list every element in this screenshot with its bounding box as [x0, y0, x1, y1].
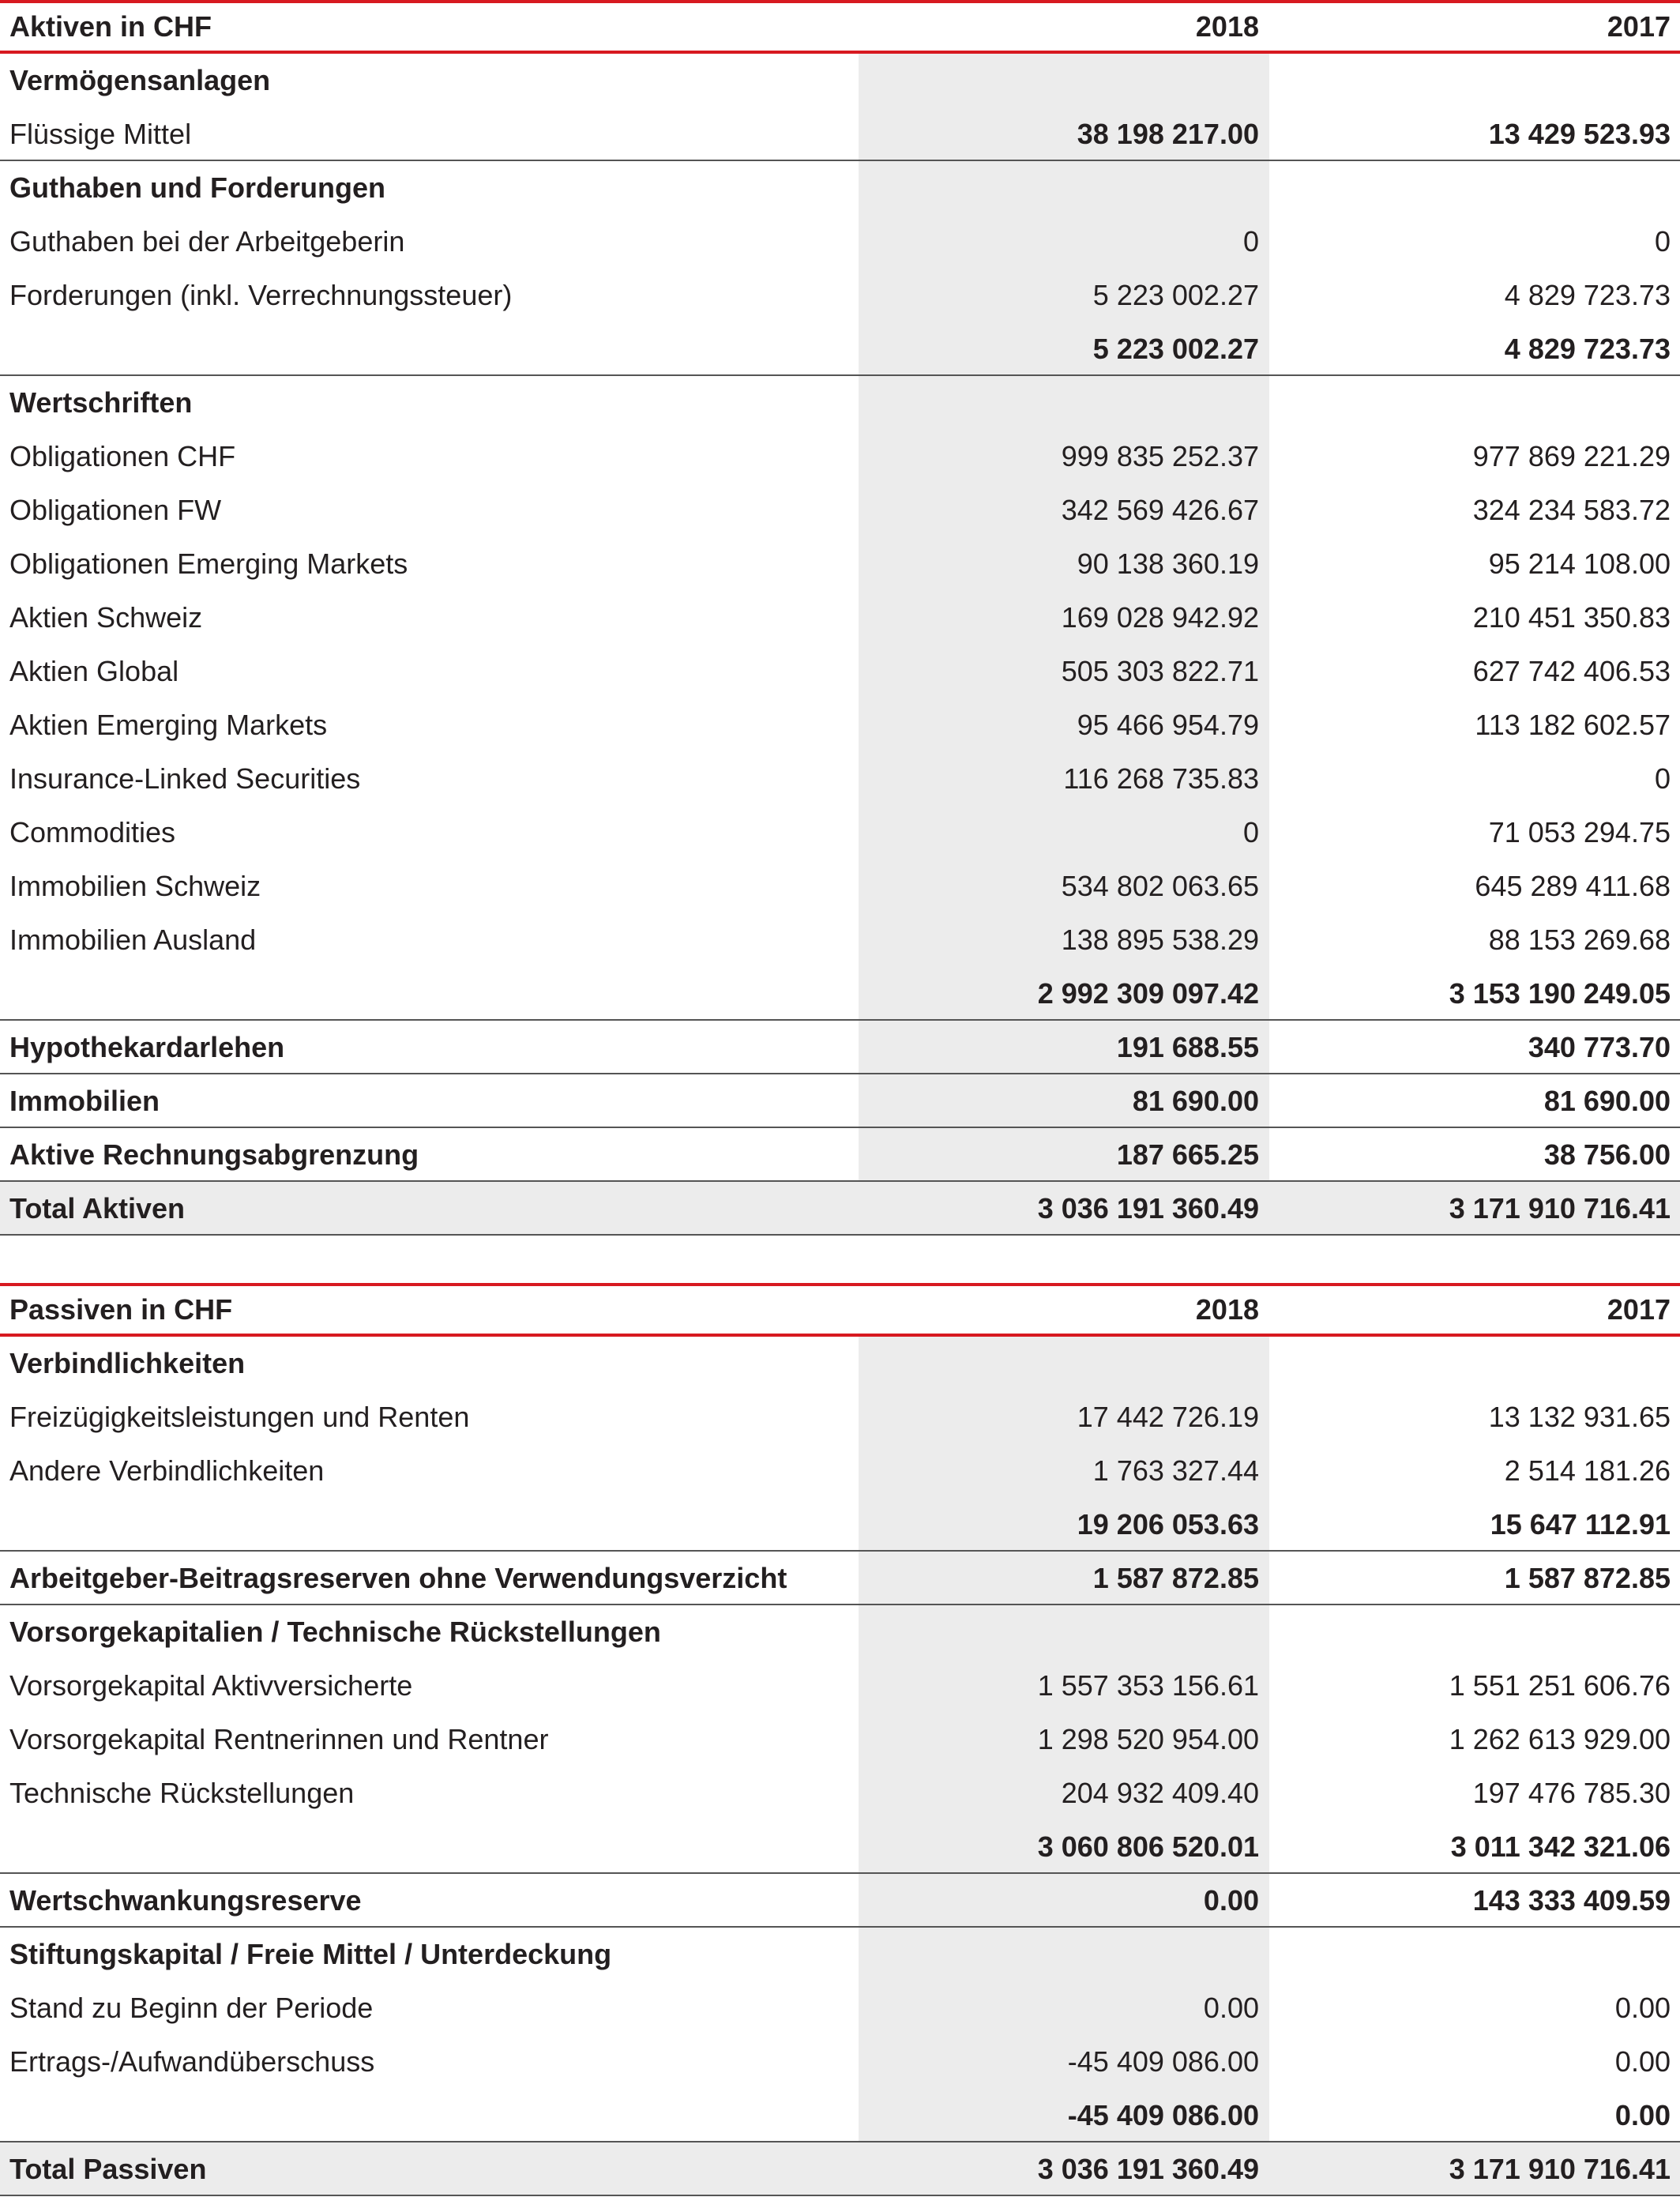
- row-label: Aktien Emerging Markets: [9, 709, 328, 741]
- table-row: [0, 1021, 1680, 1074]
- table-row: [0, 752, 1680, 806]
- row-label: Immobilien: [9, 1085, 160, 1117]
- table-row: [0, 1659, 1680, 1713]
- value-2017: 0: [1654, 762, 1671, 795]
- table-row: [0, 54, 1680, 107]
- value-2017: 13 429 523.93: [1488, 118, 1671, 150]
- value-2018: 187 665.25: [1116, 1138, 1259, 1171]
- table-row: [0, 1713, 1680, 1766]
- value-2017: 113 182 602.57: [1475, 709, 1671, 741]
- value-2017: 13 132 931.65: [1488, 1401, 1671, 1433]
- table-row: [0, 806, 1680, 860]
- table-row: [0, 430, 1680, 483]
- row-label: Arbeitgeber-Beitragsreserven ohne Verwendungsverzicht: [9, 1562, 787, 1594]
- value-2017: 977 869 221.29: [1472, 440, 1671, 472]
- header-year-2018: 2018: [1195, 10, 1259, 43]
- table-row: [0, 1498, 1680, 1552]
- table-row: [0, 1390, 1680, 1444]
- value-2017: 15 647 112.91: [1490, 1508, 1671, 1541]
- table-row: [0, 1928, 1680, 1981]
- value-2018: 1 557 353 156.61: [1037, 1669, 1259, 1702]
- table-row: [0, 1605, 1680, 1659]
- value-2017: 1 262 613 929.00: [1449, 1723, 1671, 1755]
- value-2018: 17 442 726.19: [1077, 1401, 1259, 1433]
- row-label: Commodities: [9, 816, 176, 848]
- value-2017: 0.00: [1614, 2099, 1671, 2131]
- header-label: Aktiven in CHF: [9, 10, 212, 43]
- value-2018: 38 198 217.00: [1077, 118, 1259, 150]
- value-2018: -45 409 086.00: [1067, 2045, 1259, 2078]
- row-label: Aktien Global: [9, 655, 179, 687]
- value-2018: 999 835 252.37: [1061, 440, 1259, 472]
- table-row: [0, 913, 1680, 967]
- table-row: [0, 645, 1680, 698]
- table-row: [0, 107, 1680, 161]
- row-label: Vorsorgekapitalien / Technische Rückstellungen: [9, 1616, 661, 1648]
- row-label: Freizügigkeitsleistungen und Renten: [9, 1401, 470, 1433]
- value-2017: 324 234 583.72: [1472, 494, 1671, 526]
- value-2017: 3 011 342 321.06: [1450, 1830, 1671, 1863]
- row-label: Immobilien Schweiz: [9, 870, 261, 902]
- value-2017: 340 773.70: [1528, 1031, 1671, 1063]
- value-2017: 71 053 294.75: [1488, 816, 1671, 848]
- row-label: Verbindlichkeiten: [9, 1347, 246, 1379]
- value-2017: 88 153 269.68: [1488, 924, 1671, 956]
- table-row: [0, 376, 1680, 430]
- value-2018: 5 223 002.27: [1092, 333, 1259, 365]
- table-row: [0, 967, 1680, 1021]
- row-label: Wertschriften: [9, 386, 193, 419]
- total-row: [0, 1182, 1680, 1236]
- value-2018: 19 206 053.63: [1077, 1508, 1259, 1541]
- value-2018: 90 138 360.19: [1077, 547, 1259, 580]
- table-row: [0, 1337, 1680, 1390]
- value-2017: 1 587 872.85: [1504, 1562, 1671, 1594]
- value-2018: 1 763 327.44: [1092, 1454, 1259, 1487]
- passiven-header-row: [0, 1283, 1680, 1337]
- header-year-2017: 2017: [1607, 10, 1671, 43]
- passiven-table: [0, 1283, 1680, 2196]
- value-2017: 645 289 411.68: [1475, 870, 1671, 902]
- value-2017: 4 829 723.73: [1504, 333, 1671, 365]
- row-label: Technische Rückstellungen: [9, 1777, 355, 1809]
- table-row: [0, 1444, 1680, 1498]
- row-label: Wertschwankungsreserve: [9, 1884, 362, 1917]
- value-2018: 0: [1242, 816, 1259, 848]
- table-row: [0, 2089, 1680, 2142]
- value-2018: 116 268 735.83: [1063, 762, 1259, 795]
- value-2018: 342 569 426.67: [1061, 494, 1259, 526]
- value-2018: 0.00: [1203, 1992, 1259, 2024]
- value-2018: 3 060 806 520.01: [1037, 1830, 1259, 1863]
- row-label: Vorsorgekapital Aktivversicherte: [9, 1669, 413, 1702]
- row-label: Obligationen CHF: [9, 440, 236, 472]
- table-row: [0, 2035, 1680, 2089]
- row-label: Guthaben bei der Arbeitgeberin: [9, 225, 405, 258]
- table-row: [0, 537, 1680, 591]
- value-2017: 627 742 406.53: [1472, 655, 1671, 687]
- row-label: Andere Verbindlichkeiten: [9, 1454, 325, 1487]
- value-2017: 0: [1654, 225, 1671, 258]
- table-row: [0, 1981, 1680, 2035]
- aktiven-header-row: [0, 0, 1680, 54]
- row-label: Forderungen (inkl. Verrechnungssteuer): [9, 279, 513, 311]
- table-row: [0, 591, 1680, 645]
- value-2018: 169 028 942.92: [1061, 601, 1259, 634]
- value-2017: 38 756.00: [1543, 1138, 1671, 1171]
- row-label: Insurance-Linked Securities: [9, 762, 361, 795]
- row-label: Hypothekardarlehen: [9, 1031, 285, 1063]
- value-2018: 2 992 309 097.42: [1037, 977, 1259, 1010]
- row-label: Ertrags-/Aufwandüberschuss: [9, 2045, 375, 2078]
- table-row: [0, 698, 1680, 752]
- value-2018: 534 802 063.65: [1061, 870, 1259, 902]
- header-year-2018: 2018: [1195, 1293, 1259, 1326]
- table-row: [0, 322, 1680, 376]
- row-label: Guthaben und Forderungen: [9, 171, 385, 204]
- row-label: Stand zu Beginn der Periode: [9, 1992, 374, 2024]
- value-2018: 204 932 409.40: [1061, 1777, 1259, 1809]
- value-2017: 0.00: [1614, 2045, 1671, 2078]
- table-row: [0, 1128, 1680, 1182]
- table-row: [0, 1074, 1680, 1128]
- value-2017: 4 829 723.73: [1504, 279, 1671, 311]
- table-row: [0, 483, 1680, 537]
- value-2018: 95 466 954.79: [1077, 709, 1259, 741]
- row-label: Stiftungskapital / Freie Mittel / Unterdeckung: [9, 1938, 612, 1970]
- table-row: [0, 860, 1680, 913]
- value-2017: 210 451 350.83: [1472, 601, 1671, 634]
- row-label: Immobilien Ausland: [9, 924, 257, 956]
- value-2018: 138 895 538.29: [1061, 924, 1259, 956]
- value-2017: 3 171 910 716.41: [1449, 1192, 1671, 1225]
- row-label: Aktien Schweiz: [9, 601, 203, 634]
- value-2018: 3 036 191 360.49: [1037, 1192, 1259, 1225]
- row-label: Aktive Rechnungsabgrenzung: [9, 1138, 419, 1171]
- value-2018: 191 688.55: [1116, 1031, 1259, 1063]
- value-2018: 505 303 822.71: [1061, 655, 1259, 687]
- row-label: Obligationen Emerging Markets: [9, 547, 408, 580]
- table-row: [0, 1874, 1680, 1928]
- table-row: [0, 1820, 1680, 1874]
- row-label: Flüssige Mittel: [9, 118, 192, 150]
- value-2017: 143 333 409.59: [1472, 1884, 1671, 1917]
- total-row: [0, 2142, 1680, 2196]
- value-2017: 95 214 108.00: [1488, 547, 1671, 580]
- table-row: [0, 215, 1680, 269]
- table-row: [0, 1552, 1680, 1605]
- header-label: Passiven in CHF: [9, 1293, 233, 1326]
- value-2018: -45 409 086.00: [1067, 2099, 1259, 2131]
- row-label: Vermögensanlagen: [9, 64, 271, 96]
- header-year-2017: 2017: [1607, 1293, 1671, 1326]
- value-2017: 3 153 190 249.05: [1449, 977, 1671, 1010]
- value-2018: 81 690.00: [1132, 1085, 1259, 1117]
- row-label: Vorsorgekapital Rentnerinnen und Rentner: [9, 1723, 549, 1755]
- value-2018: 0: [1242, 225, 1259, 258]
- value-2018: 0.00: [1203, 1884, 1259, 1917]
- value-2017: 2 514 181.26: [1504, 1454, 1671, 1487]
- value-2018: 1 298 520 954.00: [1037, 1723, 1259, 1755]
- value-2017: 81 690.00: [1543, 1085, 1671, 1117]
- value-2018: 1 587 872.85: [1092, 1562, 1259, 1594]
- table-row: [0, 161, 1680, 215]
- table-row: [0, 1766, 1680, 1820]
- value-2017: 197 476 785.30: [1472, 1777, 1671, 1809]
- value-2017: 0.00: [1614, 1992, 1671, 2024]
- row-label: Total Passiven: [9, 2153, 207, 2185]
- value-2018: 5 223 002.27: [1092, 279, 1259, 311]
- value-2017: 3 171 910 716.41: [1449, 2153, 1671, 2185]
- row-label: Obligationen FW: [9, 494, 222, 526]
- row-label: Total Aktiven: [9, 1192, 186, 1225]
- value-2018: 3 036 191 360.49: [1037, 2153, 1259, 2185]
- table-row: [0, 269, 1680, 322]
- value-2017: 1 551 251 606.76: [1449, 1669, 1671, 1702]
